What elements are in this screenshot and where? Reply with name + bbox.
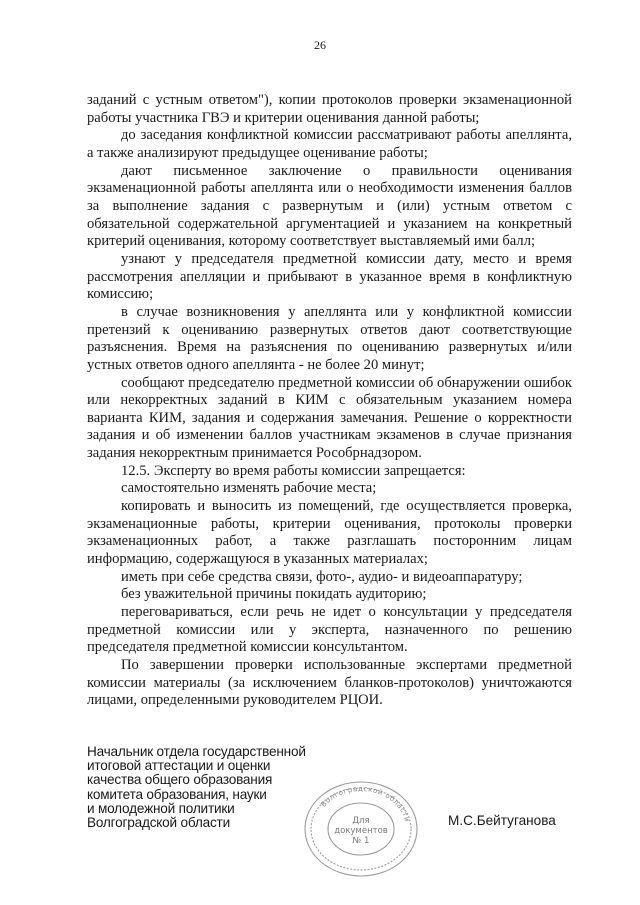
section-heading: 12.5. Эксперту во время работы комиссии запрещается: — [121, 462, 466, 479]
list-item: самостоятельно изменять рабочие места; — [121, 480, 377, 497]
stamp-center-line: № 1 — [352, 836, 370, 846]
stamp-center-line: документов — [334, 826, 388, 836]
document-body — [87, 92, 572, 710]
signatory-title-line: Начальник отдела государственной — [87, 744, 306, 759]
paragraph: сообщают председателю предметной комиссии об обнаружении ошибок или некорректных заданий в КИМ с обязательным указанием номера варианта КИМ, задания и содержания замечания. Решение о корректности задания и об изменении баллов участникам экзаменов в случае признания задания некорректным принимается Рособрнадзором. — [87, 374, 572, 462]
page-number: 26 — [314, 38, 326, 52]
signatory-title-line: и молодежной политики — [87, 800, 235, 816]
signer-name: М.С.Бейтуганова — [448, 813, 556, 828]
paragraph: узнают у председателя предметной комиссии дату, место и время рассмотрения апелляции и прибывают в указанное время в конфликтную комиссию; — [87, 250, 572, 303]
signatory-title — [87, 745, 327, 830]
paragraph: в случае возникновения у апеллянта или у конфликтной комиссии претензий к оцениванию развернутых ответов дают соответствующие разъяснения. Время на разъяснения по оцениванию развернутых и/или устных ответов одного апеллянта - не более 20 минут; — [87, 303, 572, 373]
list-item: иметь при себе средства связи, фото-, аудио- и видеоаппаратуру; — [121, 568, 523, 585]
signatory-title-line: итоговой аттестации и оценки — [87, 758, 271, 774]
signatory-title-line: Волгоградской области — [87, 815, 230, 831]
paragraph: По завершении проверки использованные экспертами предметной комиссии материалы (за исключением бланков-протоколов) уничтожаются лицами, определенными руководителем РЦОИ. — [87, 657, 572, 709]
signatory-title-line: комитета образования, науки — [87, 786, 267, 802]
paragraph: до заседания конфликтной комиссии рассматривают работы апеллянта, а также анализируют предыдущее оценивание работы; — [87, 127, 572, 161]
list-item: без уважительной причины покидать аудиторию; — [121, 586, 427, 603]
stamp-ring-text: Волгоградской области — [319, 784, 412, 824]
signatory-title-line: качества общего образования — [87, 772, 273, 788]
list-item: переговариваться, если речь не идет о консультации у председателя предметной комиссии или у эксперта, назначенного по решению председателя предметной комиссии консультантом. — [87, 604, 572, 656]
list-item: копировать и выносить из помещений, где осуществляется проверка, экзаменационные работы, критерии оценивания, протоколы проверки экзаменационных работ, а также разглашать посторонним лицам информацию, содержащуюся в указанных материалах; — [87, 498, 572, 568]
paragraph: заданий с устным ответом"), копии протоколов проверки экзаменационной работы участника ГВЭ и критерии оценивания данной работы; — [87, 92, 572, 126]
stamp-center-line: Для — [352, 816, 370, 826]
paragraph: дают письменное заключение о правильности оценивания экзаменационной работы апеллянта или о необходимости изменения баллов за выполнение задания с развернутым и (или) устным ответом с обязательной содержательной аргументацией и указанием на конкретный критерий оценивания, которому соответствует выставляемый ими балл; — [87, 162, 572, 250]
official-stamp — [302, 779, 420, 879]
